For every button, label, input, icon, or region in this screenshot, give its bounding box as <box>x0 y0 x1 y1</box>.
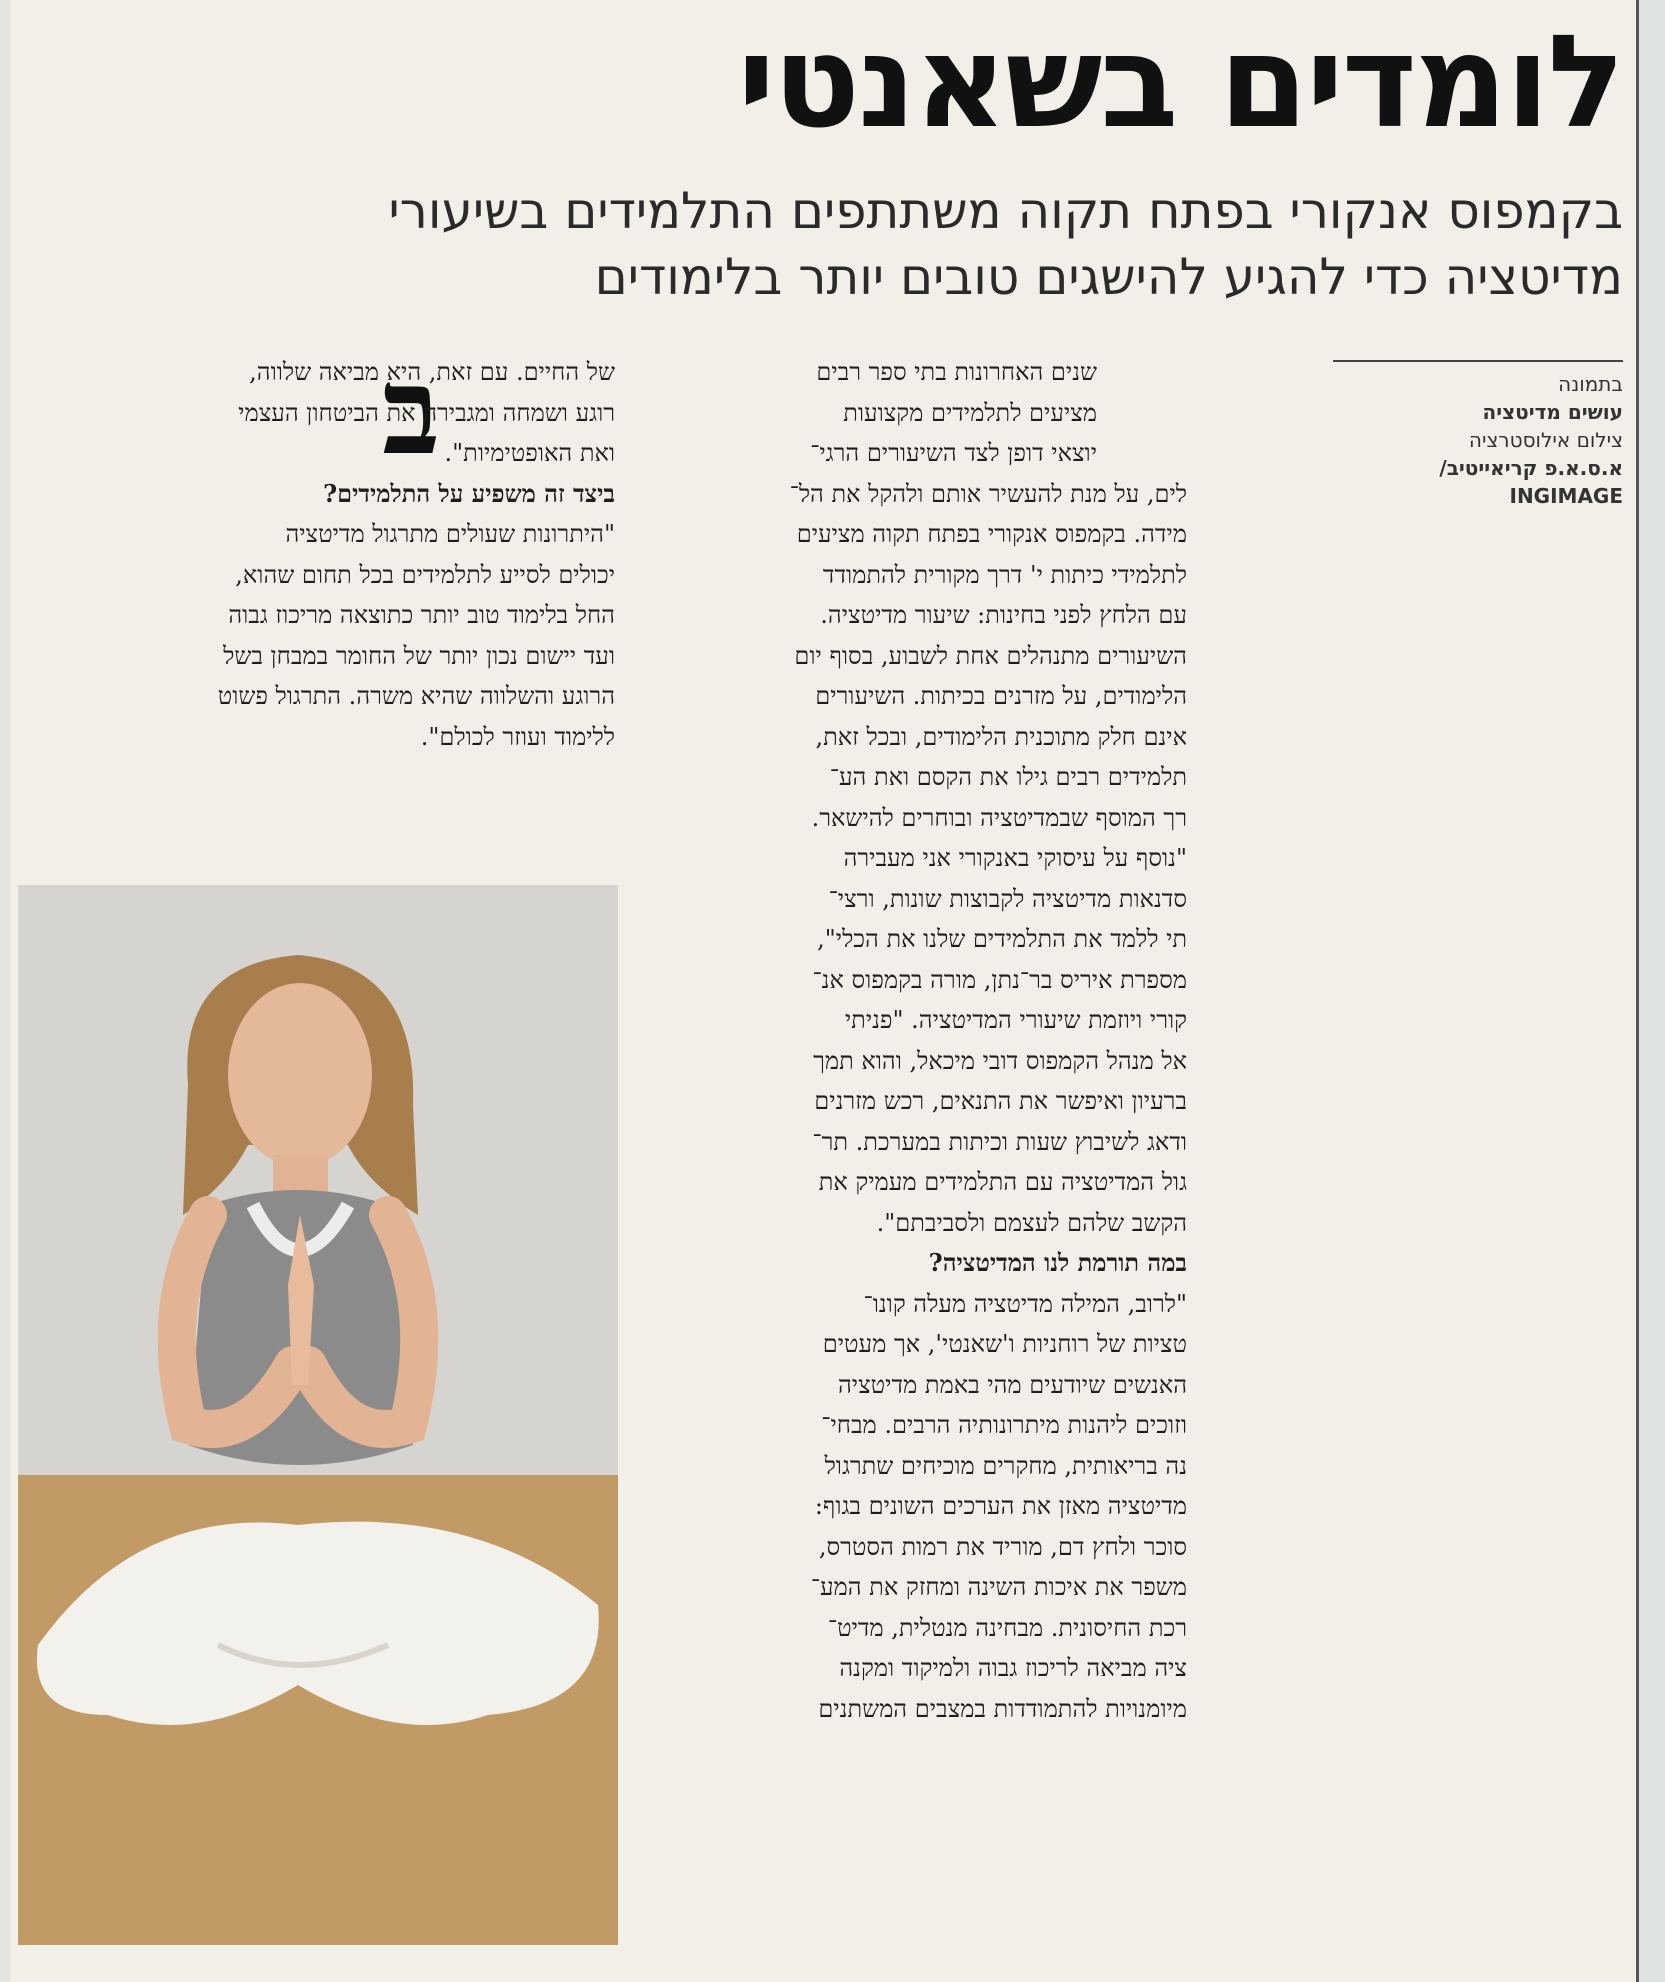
text-line: שנים האחרונות בתי ספר רבים <box>816 358 1097 386</box>
text-line: תלמידים רבים גילו את הקסם ואת הע־ <box>829 763 1187 791</box>
page-edge-left <box>0 0 10 1982</box>
text-line: גול המדיטציה עם התלמידים מעמיק את <box>818 1168 1187 1196</box>
text-line: "לרוב, המילה מדיטציה מעלה קונו־ <box>863 1289 1187 1318</box>
text-line: טציות של רוחניות ו'שאנטי', אך מעטים <box>822 1330 1187 1358</box>
article-subheadline <box>83 178 1623 310</box>
section-subheading: במה תורמת לנו המדיטציה? <box>928 1248 1187 1277</box>
photo-caption <box>1333 370 1623 510</box>
drop-cap: ב <box>382 341 440 482</box>
text-line: של החיים. עם זאת, היא מביאה שלווה, <box>249 358 615 386</box>
text-line: האנשים שיודעים מהי באמת מדיטציה <box>838 1370 1187 1399</box>
text-line: קורי ויוזמת שיעורי המדיטציה. "פניתי <box>844 1006 1187 1034</box>
page-edge-right <box>1636 0 1665 1982</box>
text-line: מציעים לתלמידים מקצועות <box>843 398 1097 427</box>
text-line: ועד יישום נכון יותר של החומר במבחן בשל <box>223 641 615 670</box>
caption-line: בתמונה <box>1558 372 1623 396</box>
text-line: רך המוסף שבמדיטציה ובוחרים להישאר. <box>811 803 1187 832</box>
meditating-woman-illustration <box>18 885 618 1945</box>
text-line: נה בריאותית, מחקרים מוכיחים שתרגול <box>824 1451 1187 1480</box>
caption-line: א.ס.א.פ קריאייטיב/ <box>1439 456 1623 480</box>
text-line: מספרת איריס בר־נתן, מורה בקמפוס אנ־ <box>812 965 1187 994</box>
text-line: וזוכים ליהנות מיתרונותיה הרבים. מבחי־ <box>821 1411 1187 1439</box>
text-line: יכולים לסייע לתלמידים בכל תחום שהוא, <box>235 560 615 589</box>
article-headline: לומדים בשאנטי <box>737 8 1623 157</box>
text-line: אל מנהל הקמפוס דובי מיכאל, והוא תמך <box>813 1046 1187 1075</box>
caption-divider <box>1333 360 1623 362</box>
meditation-photo <box>18 885 618 1945</box>
text-line: ודאג לשיבוץ שעות וכיתות במערכת. תר־ <box>812 1127 1187 1156</box>
text-line: הרוגע והשלווה שהיא משרה. התרגול פשוט <box>217 682 615 710</box>
text-line: לתלמידי כיתות י' דרך מקורית להתמודד <box>822 560 1187 589</box>
section-subheading: ביצד זה משפיע על התלמידים? <box>323 478 615 508</box>
caption-line: INGIMAGE <box>1509 484 1623 508</box>
article-column-middle <box>567 352 1187 1729</box>
text-line: רוגע ושמחה ומגבירה את הביטחון העצמי <box>238 398 615 427</box>
text-line: סוכר ולחץ דם, מוריד את רמות הסטרס, <box>818 1532 1187 1561</box>
text-line: תי ללמד את התלמידים שלנו את הכלי", <box>817 925 1187 953</box>
text-line: מיומנויות להתמודדות במצבים המשתנים <box>818 1694 1187 1723</box>
text-line: "היתרונות שעולים מתרגול מדיטציה <box>285 520 615 548</box>
text-line: ציה מביאה לריכוז גבוה ולמיקוד ומקנה <box>839 1654 1187 1682</box>
text-line: מידה. בקמפוס אנקורי בפתח תקוה מציעים <box>796 520 1187 548</box>
text-line: "נוסף על עיסוקי באנקורי אני מעבירה <box>843 844 1187 872</box>
text-line: השיעורים מתנהלים אחת לשבוע, בסוף יום <box>794 641 1187 670</box>
article-column-left <box>50 341 615 757</box>
caption-line: עושים מדיטציה <box>1482 400 1623 424</box>
text-line: סדנאות מדיטציה לקבוצות שונות, ורצי־ <box>828 884 1187 913</box>
subhead-line: בקמפוס אנקורי בפתח תקוה משתתפים התלמידים בשיעורי <box>388 182 1623 240</box>
text-line: מדיטציה מאזן את הערכים השונים בגוף: <box>814 1492 1187 1520</box>
text-line: ברעיון ואיפשר את התנאים, רכש מזרנים <box>814 1087 1187 1115</box>
caption-line: צילום אילוסטרציה <box>1468 428 1623 452</box>
text-line: יוצאי דופן לצד השיעורים הרגי־ <box>810 439 1097 467</box>
text-line: ואת האופטימיות". <box>444 439 615 467</box>
text-line: ללימוד ועוזר לכולם". <box>420 722 615 751</box>
text-line: משפר את איכות השינה ומחזק את המע־ <box>810 1573 1187 1601</box>
text-line: אינם חלק מתוכנית הלימודים, ובכל זאת, <box>815 722 1187 751</box>
text-line: הקשב שלהם לעצמם ולסביבתם". <box>876 1208 1187 1237</box>
text-line: לים, על מנת להעשיר אותם ולהקל את הל־ <box>789 479 1187 508</box>
subhead-line: מדיטציה כדי להגיע להישגים טובים יותר בלימודים <box>594 248 1623 306</box>
text-line: החל בלימוד טוב יותר כתוצאה מריכוז גבוה <box>228 601 615 629</box>
text-line: הלימודים, על מזרנים בכיתות. השיעורים <box>815 682 1187 710</box>
text-line: עם הלחץ לפני בחינות: שיעור מדיטציה. <box>820 601 1187 629</box>
text-line: רכת החיסונית. מבחינה מנטלית, מדיט־ <box>827 1613 1187 1642</box>
